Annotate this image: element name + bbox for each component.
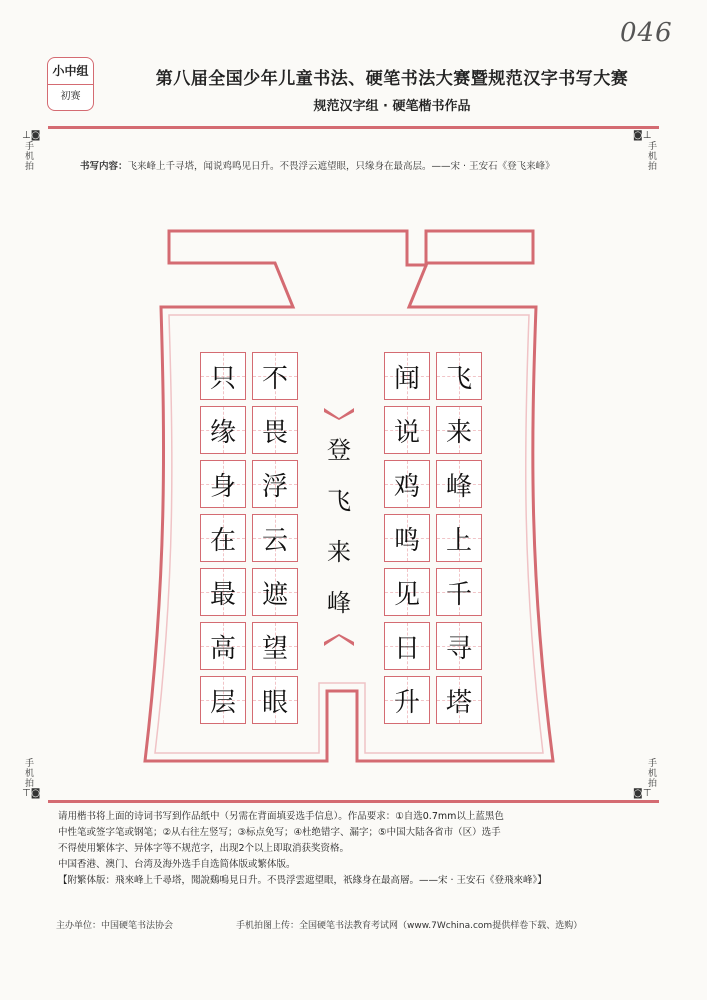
- char-cell: 最: [200, 568, 246, 616]
- char-cell: 在: [200, 514, 246, 562]
- traditional-version-line: 【附繁体版：飛來峰上千尋塔，聞說鷄鳴見日升。不畏浮雲遮望眼，祇緣身在最高層。——宋 · 王安石《登飛來峰》】: [58, 875, 547, 886]
- poem-column-2: [384, 352, 432, 730]
- char-cell: 畏: [252, 406, 298, 454]
- hint-bottom-left: [22, 758, 40, 799]
- poem-title-char: 峰: [327, 589, 351, 617]
- char-cell: 望: [252, 622, 298, 670]
- poem-column-3: [252, 352, 300, 730]
- handwritten-page-number: 046: [620, 18, 673, 48]
- char-cell: 只: [200, 352, 246, 400]
- char-cell: 层: [200, 676, 246, 724]
- camera-icon: ◙⊤: [633, 788, 652, 799]
- char-cell: 遮: [252, 568, 298, 616]
- camera-icon: ⊤◙: [22, 788, 41, 799]
- char-cell: 浮: [252, 460, 298, 508]
- group-badge: [47, 57, 94, 111]
- instruction-line: 中国香港、澳门、台湾及海外选手自选简体版或繁体版。: [58, 859, 296, 870]
- char-cell: 云: [252, 514, 298, 562]
- instruction-line: 中性笔或签字笔或钢笔；②从右往左竖写；③标点免写；④杜绝错字、漏字；⑤中国大陆各省市（区）选手: [58, 827, 501, 838]
- content-label: 书写内容：: [80, 161, 128, 172]
- poem-column-4: [200, 352, 248, 730]
- char-cell: 来: [436, 406, 482, 454]
- char-cell: 说: [384, 406, 430, 454]
- top-divider: [48, 126, 659, 129]
- poem-title-char: 登: [327, 436, 351, 464]
- hint-bottom-left-label: 手机拍: [23, 758, 33, 788]
- instruction-line: 请用楷书将上面的诗词书写到作品纸中（另需在背面填妥选手信息）。作品要求：①自选0.7mm以上蓝黑色: [58, 811, 504, 822]
- char-cell: 缘: [200, 406, 246, 454]
- title-ornament-bottom: [322, 634, 356, 648]
- badge-round-label: 初赛: [60, 91, 81, 102]
- hint-bottom-right-label: 手机拍: [646, 758, 656, 788]
- bottom-divider: [48, 800, 659, 803]
- organizer-text: 主办单位：中国硬笔书法协会: [56, 921, 174, 931]
- camera-icon: ⊥◙: [22, 130, 41, 141]
- poem-column-1: [436, 352, 484, 730]
- poem-title-char: 来: [327, 538, 351, 566]
- contest-title: 第八届全国少年儿童书法、硬笔书法大赛暨规范汉字书写大赛: [155, 69, 629, 89]
- char-cell: 寻: [436, 622, 482, 670]
- char-cell: 千: [436, 568, 482, 616]
- char-cell: 日: [384, 622, 430, 670]
- char-cell: 鸡: [384, 460, 430, 508]
- poem-title: [322, 406, 356, 658]
- contest-subtitle: 规范汉字组 · 硬笔楷书作品: [313, 99, 471, 114]
- title-ornament-top: [322, 406, 356, 420]
- char-cell: 上: [436, 514, 482, 562]
- upload-text: 手机拍图上传：全国硬笔书法教育考试网（www.7Wchina.com提供样卷下载、选购）: [236, 921, 583, 931]
- badge-group-label: 小中组: [48, 58, 93, 85]
- hint-top-left-label: 手机拍: [23, 141, 33, 171]
- hint-bottom-right: [633, 758, 658, 799]
- instruction-line: 不得使用繁体字、异体字等不规范字，出现2个以上即取消获奖资格。: [58, 843, 350, 854]
- char-cell: 升: [384, 676, 430, 724]
- instructions: [58, 809, 653, 889]
- hint-top-right-label: 手机拍: [646, 141, 656, 171]
- camera-icon: ◙⊥: [633, 130, 652, 141]
- hint-top-left: [22, 130, 40, 171]
- char-cell: 眼: [252, 676, 298, 724]
- char-cell: 峰: [436, 460, 482, 508]
- char-cell: 身: [200, 460, 246, 508]
- content-text: 飞来峰上千寻塔，闻说鸡鸣见日升。不畏浮云遮望眼，只缘身在最高层。——宋 · 王安石《登飞来峰》: [127, 161, 555, 172]
- char-cell: 见: [384, 568, 430, 616]
- char-cell: 闻: [384, 352, 430, 400]
- content-line: [80, 158, 640, 172]
- char-cell: 不: [252, 352, 298, 400]
- char-cell: 鸣: [384, 514, 430, 562]
- char-cell: 高: [200, 622, 246, 670]
- char-cell: 飞: [436, 352, 482, 400]
- char-cell: 塔: [436, 676, 482, 724]
- poem-title-char: 飞: [327, 487, 351, 515]
